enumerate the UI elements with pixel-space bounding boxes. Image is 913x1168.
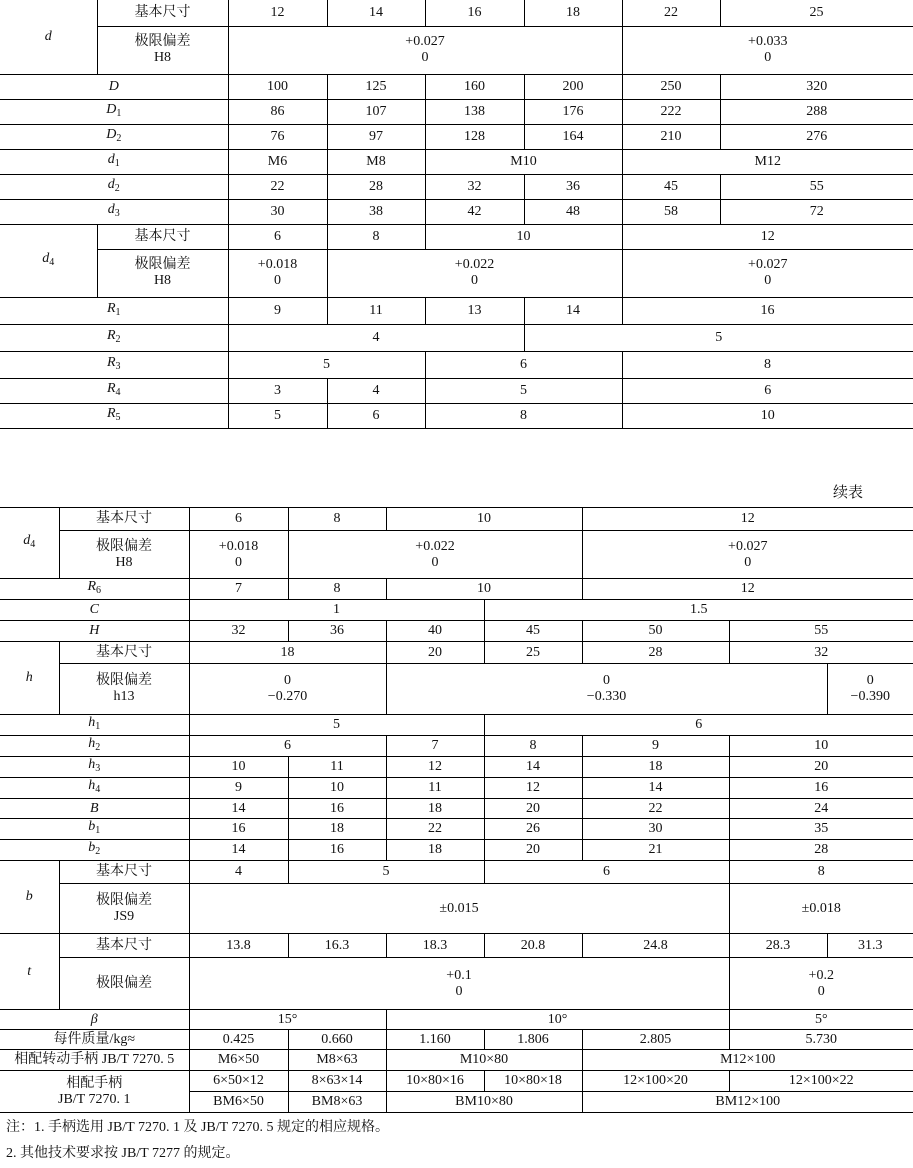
row-label-H: H [0, 621, 189, 642]
cell: 42 [425, 199, 524, 224]
cell: 16 [729, 778, 913, 799]
cell: 5 [228, 403, 327, 428]
tolerance-upper: +0.027 [728, 538, 768, 554]
cell: 22 [622, 0, 720, 26]
tolerance-lower: −0.330 [586, 689, 627, 704]
cell: M10×80 [386, 1050, 582, 1071]
cell: 14 [189, 840, 288, 861]
cell: 76 [228, 124, 327, 149]
tolerance-cell [288, 531, 582, 579]
cell: 36 [288, 621, 386, 642]
cell: 125 [327, 74, 425, 99]
row-label-mass: 每件质量/kg≈ [0, 1030, 189, 1050]
cell: 6 [189, 508, 288, 531]
row-label-R1: $R_1$ [0, 297, 228, 324]
row-label-d2: $d_2$ [0, 174, 228, 199]
tolerance-cell [189, 531, 288, 579]
cell: 35 [729, 819, 913, 840]
cell: 10×80×18 [484, 1071, 582, 1092]
tolerance-lower: 0 [274, 273, 281, 288]
cell: 8 [288, 508, 386, 531]
tolerance-upper: +0.027 [748, 257, 788, 272]
cell: 7 [189, 579, 288, 600]
tolerance-label [97, 26, 228, 74]
cell: 20 [386, 642, 484, 664]
cell: 200 [524, 74, 622, 99]
handle-label-line1: 相配手柄 [66, 1075, 123, 1091]
cell: 30 [582, 819, 729, 840]
cell: 18 [386, 840, 484, 861]
cell: 38 [327, 199, 425, 224]
note-1: 注：1. 手柄选用 JB/T 7270. 1 及 JB/T 7270. 5 规定的相应规格。 [6, 1120, 389, 1135]
row-label-beta: β [0, 1010, 189, 1030]
cell: 160 [425, 74, 524, 99]
tolerance-upper: 0 [284, 673, 291, 688]
cell: 14 [524, 297, 622, 324]
cell: 12 [386, 757, 484, 778]
cell: 3 [228, 378, 327, 403]
cell: 12 [622, 224, 913, 249]
cell: 1 [189, 600, 484, 621]
cell: 36 [524, 174, 622, 199]
cell: 6 [484, 715, 913, 736]
top-dimension-table [0, 0, 913, 429]
tolerance-upper: +0.2 [808, 967, 834, 983]
cell: 107 [327, 99, 425, 124]
cell: 16.3 [288, 934, 386, 958]
handle-label-line2: JB/T 7270. 1 [58, 1091, 131, 1107]
tolerance-label [59, 531, 189, 579]
cell: 5 [288, 861, 484, 884]
tolerance-label-line1: 极限偏差 [96, 538, 152, 554]
tolerance-label-line1: 极限偏差 [96, 673, 152, 688]
cell: 18 [288, 819, 386, 840]
cell: 6×50×12 [189, 1071, 288, 1092]
tolerance-upper: +0.022 [454, 257, 495, 272]
tolerance-label-line2: JS9 [113, 908, 135, 924]
row-label-handle-7270-5: 相配转动手柄 JB/T 7270. 5 [0, 1050, 189, 1071]
cell: 4 [189, 861, 288, 884]
cell: 16 [288, 799, 386, 819]
cell: 16 [189, 819, 288, 840]
continued-label: 续表 [833, 485, 864, 501]
cell: 4 [327, 378, 425, 403]
cell: 6 [622, 378, 913, 403]
cell: 21 [582, 840, 729, 861]
tolerance-label [59, 664, 189, 715]
cell: 6 [228, 224, 327, 249]
tolerance-cell: ±0.015 [189, 884, 729, 934]
cell: 55 [720, 174, 913, 199]
tolerance-upper: +0.018 [257, 257, 298, 272]
row-label-R4: $R_4$ [0, 378, 228, 403]
cell: 28 [327, 174, 425, 199]
row-label-b: b [0, 861, 59, 934]
tolerance-cell: ±0.018 [729, 884, 913, 934]
tolerance-lower: 0 [744, 554, 752, 570]
tolerance-lower: 0 [431, 554, 439, 570]
basic-size-label: 基本尺寸 [97, 224, 228, 249]
cell: 10 [622, 403, 913, 428]
cell: 5 [228, 351, 425, 378]
tolerance-upper: +0.1 [446, 967, 472, 983]
basic-size-label: 基本尺寸 [59, 642, 189, 664]
cell: 32 [189, 621, 288, 642]
cell: 6 [484, 861, 729, 884]
cell: 18 [386, 799, 484, 819]
cell: 10 [189, 757, 288, 778]
cell: BM12×100 [582, 1092, 913, 1113]
tolerance-lower: 0 [471, 273, 478, 288]
row-label-t: t [0, 934, 59, 1010]
cell: 22 [228, 174, 327, 199]
row-label-d4: $d_4$ [23, 533, 36, 550]
cell: 16 [622, 297, 913, 324]
tolerance-cell [622, 26, 913, 74]
cell: 16 [288, 840, 386, 861]
cell: M10 [425, 149, 622, 174]
cell: 100 [228, 74, 327, 99]
row-label-h3: $h_3$ [0, 757, 189, 778]
cell: 8 [327, 224, 425, 249]
tolerance-lower: 0 [817, 983, 825, 999]
cell: 2.805 [582, 1030, 729, 1050]
cell: 9 [582, 736, 729, 757]
cell: 50 [582, 621, 729, 642]
tolerance-upper: +0.018 [218, 538, 259, 554]
tolerance-cell [228, 26, 622, 74]
cell: 28 [582, 642, 729, 664]
row-label-D2: $D_2$ [0, 124, 228, 149]
cell: 45 [622, 174, 720, 199]
basic-size-label: 基本尺寸 [59, 508, 189, 531]
cell: 0.660 [288, 1030, 386, 1050]
tolerance-label [97, 249, 228, 297]
cell: 15° [189, 1010, 386, 1030]
cell: 1.806 [484, 1030, 582, 1050]
cell: 18 [189, 642, 386, 664]
cell: 22 [582, 799, 729, 819]
cell: 16 [425, 0, 524, 26]
cell: 20.8 [484, 934, 582, 958]
cell: 8 [425, 403, 622, 428]
cell: 1.160 [386, 1030, 484, 1050]
cell: BM10×80 [386, 1092, 582, 1113]
tolerance-cell [729, 958, 913, 1010]
cell: 12 [582, 508, 913, 531]
cell: 128 [425, 124, 524, 149]
cell: 10 [386, 508, 582, 531]
tolerance-label-line2: H8 [115, 554, 133, 570]
cell: 10 [425, 224, 622, 249]
cell: 32 [729, 642, 913, 664]
cell: 48 [524, 199, 622, 224]
cell: 24.8 [582, 934, 729, 958]
cell: 86 [228, 99, 327, 124]
row-label-d1: $d_1$ [0, 149, 228, 174]
cell: 276 [720, 124, 913, 149]
cell: M8×63 [288, 1050, 386, 1071]
cell: 22 [386, 819, 484, 840]
cell: 320 [720, 74, 913, 99]
cell: 32 [425, 174, 524, 199]
tolerance-label-line1: 极限偏差 [134, 34, 191, 49]
cell: 4 [228, 324, 524, 351]
cell: 9 [189, 778, 288, 799]
cell: 26 [484, 819, 582, 840]
cell: 12 [582, 579, 913, 600]
row-label-B: B [0, 799, 189, 819]
cell: 12 [228, 0, 327, 26]
cell: 11 [327, 297, 425, 324]
cell: 20 [484, 799, 582, 819]
cell: 40 [386, 621, 484, 642]
cell: M12 [622, 149, 913, 174]
cell: 288 [720, 99, 913, 124]
cell: 8 [288, 579, 386, 600]
cell: M12×100 [582, 1050, 913, 1071]
cell: 14 [189, 799, 288, 819]
tolerance-cell [827, 664, 913, 715]
cell: 97 [327, 124, 425, 149]
tolerance-lower: 0 [764, 273, 772, 288]
row-label-handle-7270-1 [0, 1071, 189, 1113]
tolerance-lower: −0.390 [850, 689, 890, 704]
cell: M8 [327, 149, 425, 174]
cell: 138 [425, 99, 524, 124]
tolerance-cell [582, 531, 913, 579]
cell: 210 [622, 124, 720, 149]
cell: 31.3 [827, 934, 913, 958]
cell: 9 [228, 297, 327, 324]
tolerance-label-line1: 极限偏差 [96, 892, 152, 908]
cell: 18 [582, 757, 729, 778]
cell: 6 [189, 736, 386, 757]
cell: M6×50 [189, 1050, 288, 1071]
cell: 28 [729, 840, 913, 861]
cell: 10 [386, 579, 582, 600]
cell: 8 [484, 736, 582, 757]
tolerance-lower: 0 [764, 50, 772, 65]
row-label-D1: $D_1$ [0, 99, 228, 124]
cell: 72 [720, 199, 913, 224]
cell: 12 [484, 778, 582, 799]
row-label-R5: $R_5$ [0, 403, 228, 428]
cell: 10 [288, 778, 386, 799]
row-label-d: d [44, 28, 52, 44]
tolerance-cell [327, 249, 622, 297]
tolerance-lower: −0.270 [267, 689, 308, 704]
row-label-h1: $h_1$ [0, 715, 189, 736]
cell: 5.730 [729, 1030, 913, 1050]
cell: 14 [582, 778, 729, 799]
row-label-R2: $R_2$ [0, 324, 228, 351]
cell: 58 [622, 199, 720, 224]
cell: 28.3 [729, 934, 827, 958]
cell: 14 [327, 0, 425, 26]
tolerance-upper: 0 [603, 673, 610, 688]
cell: 5 [524, 324, 913, 351]
row-label-d3: $d_3$ [0, 199, 228, 224]
cell: 24 [729, 799, 913, 819]
tolerance-label-line2: h13 [113, 689, 135, 704]
tolerance-lower: 0 [421, 50, 429, 65]
tolerance-label-line1: 极限偏差 [134, 257, 191, 272]
cell: 18.3 [386, 934, 484, 958]
cell: 25 [720, 0, 913, 26]
cell: 13.8 [189, 934, 288, 958]
cell: 18 [524, 0, 622, 26]
bottom-dimension-table [0, 507, 913, 1113]
tolerance-cell [189, 664, 386, 715]
tolerance-cell [189, 958, 729, 1010]
cell: 250 [622, 74, 720, 99]
row-label-d4: $d_4$ [0, 224, 97, 297]
cell: 10° [386, 1010, 729, 1030]
row-label-b2: $b_2$ [0, 840, 189, 861]
cell: 30 [228, 199, 327, 224]
basic-size-label: 基本尺寸 [59, 934, 189, 958]
cell: 7 [386, 736, 484, 757]
basic-size-label: 基本尺寸 [59, 861, 189, 884]
tolerance-cell [622, 249, 913, 297]
cell: 222 [622, 99, 720, 124]
row-label-R6: $R_6$ [0, 579, 189, 600]
cell: 8×63×14 [288, 1071, 386, 1092]
cell: 0.425 [189, 1030, 288, 1050]
row-label-D: D [0, 74, 228, 99]
cell: 164 [524, 124, 622, 149]
cell: 25 [484, 642, 582, 664]
tolerance-upper: +0.033 [748, 34, 788, 49]
cell: 45 [484, 621, 582, 642]
cell: 20 [729, 757, 913, 778]
cell: 6 [425, 351, 622, 378]
cell: 6 [327, 403, 425, 428]
cell: M6 [228, 149, 327, 174]
cell: BM6×50 [189, 1092, 288, 1113]
tolerance-upper: +0.027 [405, 34, 445, 49]
note-2: 2. 其他技术要求按 JB/T 7277 的规定。 [6, 1146, 240, 1161]
tolerance-label [59, 884, 189, 934]
row-label-h4: $h_4$ [0, 778, 189, 799]
row-label-h: h [0, 642, 59, 715]
cell: 55 [729, 621, 913, 642]
cell: 13 [425, 297, 524, 324]
cell: 5° [729, 1010, 913, 1030]
cell: 5 [189, 715, 484, 736]
cell: BM8×63 [288, 1092, 386, 1113]
row-label-R3: $R_3$ [0, 351, 228, 378]
basic-size-label: 基本尺寸 [97, 0, 228, 26]
tolerance-label: 极限偏差 [59, 958, 189, 1010]
tolerance-cell [386, 664, 827, 715]
tolerance-lower: 0 [455, 983, 463, 999]
cell: 176 [524, 99, 622, 124]
tolerance-cell [228, 249, 327, 297]
tolerance-lower: 0 [235, 554, 242, 570]
tolerance-label-line2: H8 [153, 273, 172, 288]
cell: 8 [729, 861, 913, 884]
cell: 8 [622, 351, 913, 378]
tolerance-upper: 0 [866, 673, 874, 688]
cell: 12×100×20 [582, 1071, 729, 1092]
tolerance-label-line2: H8 [153, 50, 172, 65]
cell: 12×100×22 [729, 1071, 913, 1092]
cell: 11 [386, 778, 484, 799]
row-label-C: C [0, 600, 189, 621]
row-label-b1: $b_1$ [0, 819, 189, 840]
cell: 11 [288, 757, 386, 778]
cell: 10×80×16 [386, 1071, 484, 1092]
cell: 5 [425, 378, 622, 403]
cell: 14 [484, 757, 582, 778]
cell: 20 [484, 840, 582, 861]
cell: 1.5 [484, 600, 913, 621]
row-label-h2: $h_2$ [0, 736, 189, 757]
cell: 10 [729, 736, 913, 757]
tolerance-upper: +0.022 [415, 538, 455, 554]
